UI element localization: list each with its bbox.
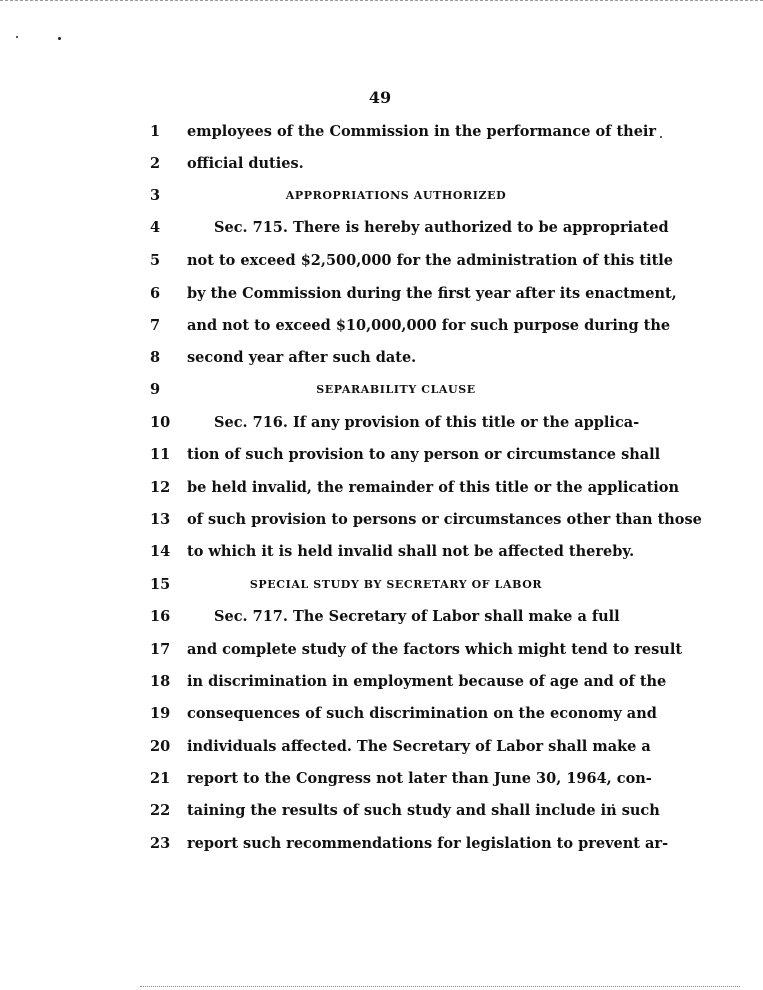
- bottom-edge-rule: [140, 986, 740, 987]
- line-number: 12: [150, 479, 171, 496]
- line-text: in discrimination in employment because of age and of the: [187, 673, 667, 690]
- line-number: 18: [150, 673, 171, 690]
- line-number: 4: [150, 219, 161, 236]
- line-text: taining the results of such study and shall include in such: [187, 802, 660, 819]
- line-text: Sec. 716. If any provision of this title or the applica-: [214, 414, 640, 431]
- line: [0, 605, 763, 629]
- line-number: 1: [150, 123, 161, 140]
- line-text: Sec. 717. The Secretary of Labor shall make a full: [214, 608, 620, 625]
- line: [0, 799, 763, 823]
- line: [0, 184, 763, 208]
- line-text: be held invalid, the remainder of this title or the application: [187, 479, 680, 496]
- line: [0, 249, 763, 273]
- line-text: report to the Congress not later than June 30, 1964, con-: [187, 770, 652, 787]
- line: [0, 670, 763, 694]
- line-number: 16: [150, 608, 171, 625]
- section-heading: APPROPRIATIONS AUTHORIZED: [285, 189, 507, 202]
- scan-speck: [58, 37, 61, 40]
- line-number: 9: [150, 381, 161, 398]
- line-number: 6: [150, 285, 161, 302]
- line: [0, 120, 763, 144]
- line-text: and not to exceed $10,000,000 for such purpose during the: [187, 317, 671, 334]
- line: [0, 346, 763, 370]
- line-text: tion of such provision to any person or circumstance shall: [187, 446, 661, 463]
- line-text: and complete study of the factors which might tend to result: [187, 641, 683, 658]
- line: [0, 832, 763, 856]
- line-number: 11: [150, 446, 171, 463]
- section-heading: SPECIAL STUDY BY SECRETARY OF LABOR: [249, 578, 543, 591]
- line-text: not to exceed $2,500,000 for the administration of this title: [187, 252, 674, 269]
- line-text: Sec. 715. There is hereby authorized to be appropriated: [214, 219, 669, 236]
- line-number: 13: [150, 511, 171, 528]
- line-text: by the Commission during the first year after its enactment,: [187, 285, 677, 302]
- scan-speck: [16, 36, 18, 38]
- line: [0, 735, 763, 759]
- line: [0, 443, 763, 467]
- line-number: 14: [150, 543, 171, 560]
- line-number: 3: [150, 187, 161, 204]
- line-number: 20: [150, 738, 171, 755]
- line: [0, 476, 763, 500]
- line-number: 19: [150, 705, 171, 722]
- line: [0, 314, 763, 338]
- line: [0, 152, 763, 176]
- line: [0, 411, 763, 435]
- line-number: 2: [150, 155, 161, 172]
- line-text: of such provision to persons or circumstances other than those: [187, 511, 702, 528]
- line-number: 21: [150, 770, 171, 787]
- line-number: 8: [150, 349, 161, 366]
- line-text: report such recommendations for legislation to prevent ar-: [187, 835, 669, 852]
- line-number: 15: [150, 576, 171, 593]
- line: [0, 216, 763, 240]
- line-text: official duties.: [187, 155, 304, 172]
- line: [0, 378, 763, 402]
- line-number: 10: [150, 414, 171, 431]
- line-number: 17: [150, 641, 171, 658]
- line-text: employees of the Commission in the performance of their: [187, 123, 657, 140]
- line: [0, 638, 763, 662]
- line-number: 7: [150, 317, 161, 334]
- page-number: 49: [368, 88, 392, 107]
- section-heading: SEPARABILITY CLAUSE: [316, 383, 476, 396]
- line-number: 23: [150, 835, 171, 852]
- line-text: second year after such date.: [187, 349, 417, 366]
- line: [0, 508, 763, 532]
- line-number: 5: [150, 252, 161, 269]
- line-text: consequences of such discrimination on the economy and: [187, 705, 657, 722]
- line: [0, 282, 763, 306]
- line-text: individuals affected. The Secretary of Labor shall make a: [187, 738, 651, 755]
- line: [0, 540, 763, 564]
- line: [0, 702, 763, 726]
- line-number: 22: [150, 802, 171, 819]
- line-text: to which it is held invalid shall not be affected thereby.: [187, 543, 635, 560]
- line: [0, 573, 763, 597]
- line: [0, 767, 763, 791]
- top-edge-rule: [0, 0, 763, 1]
